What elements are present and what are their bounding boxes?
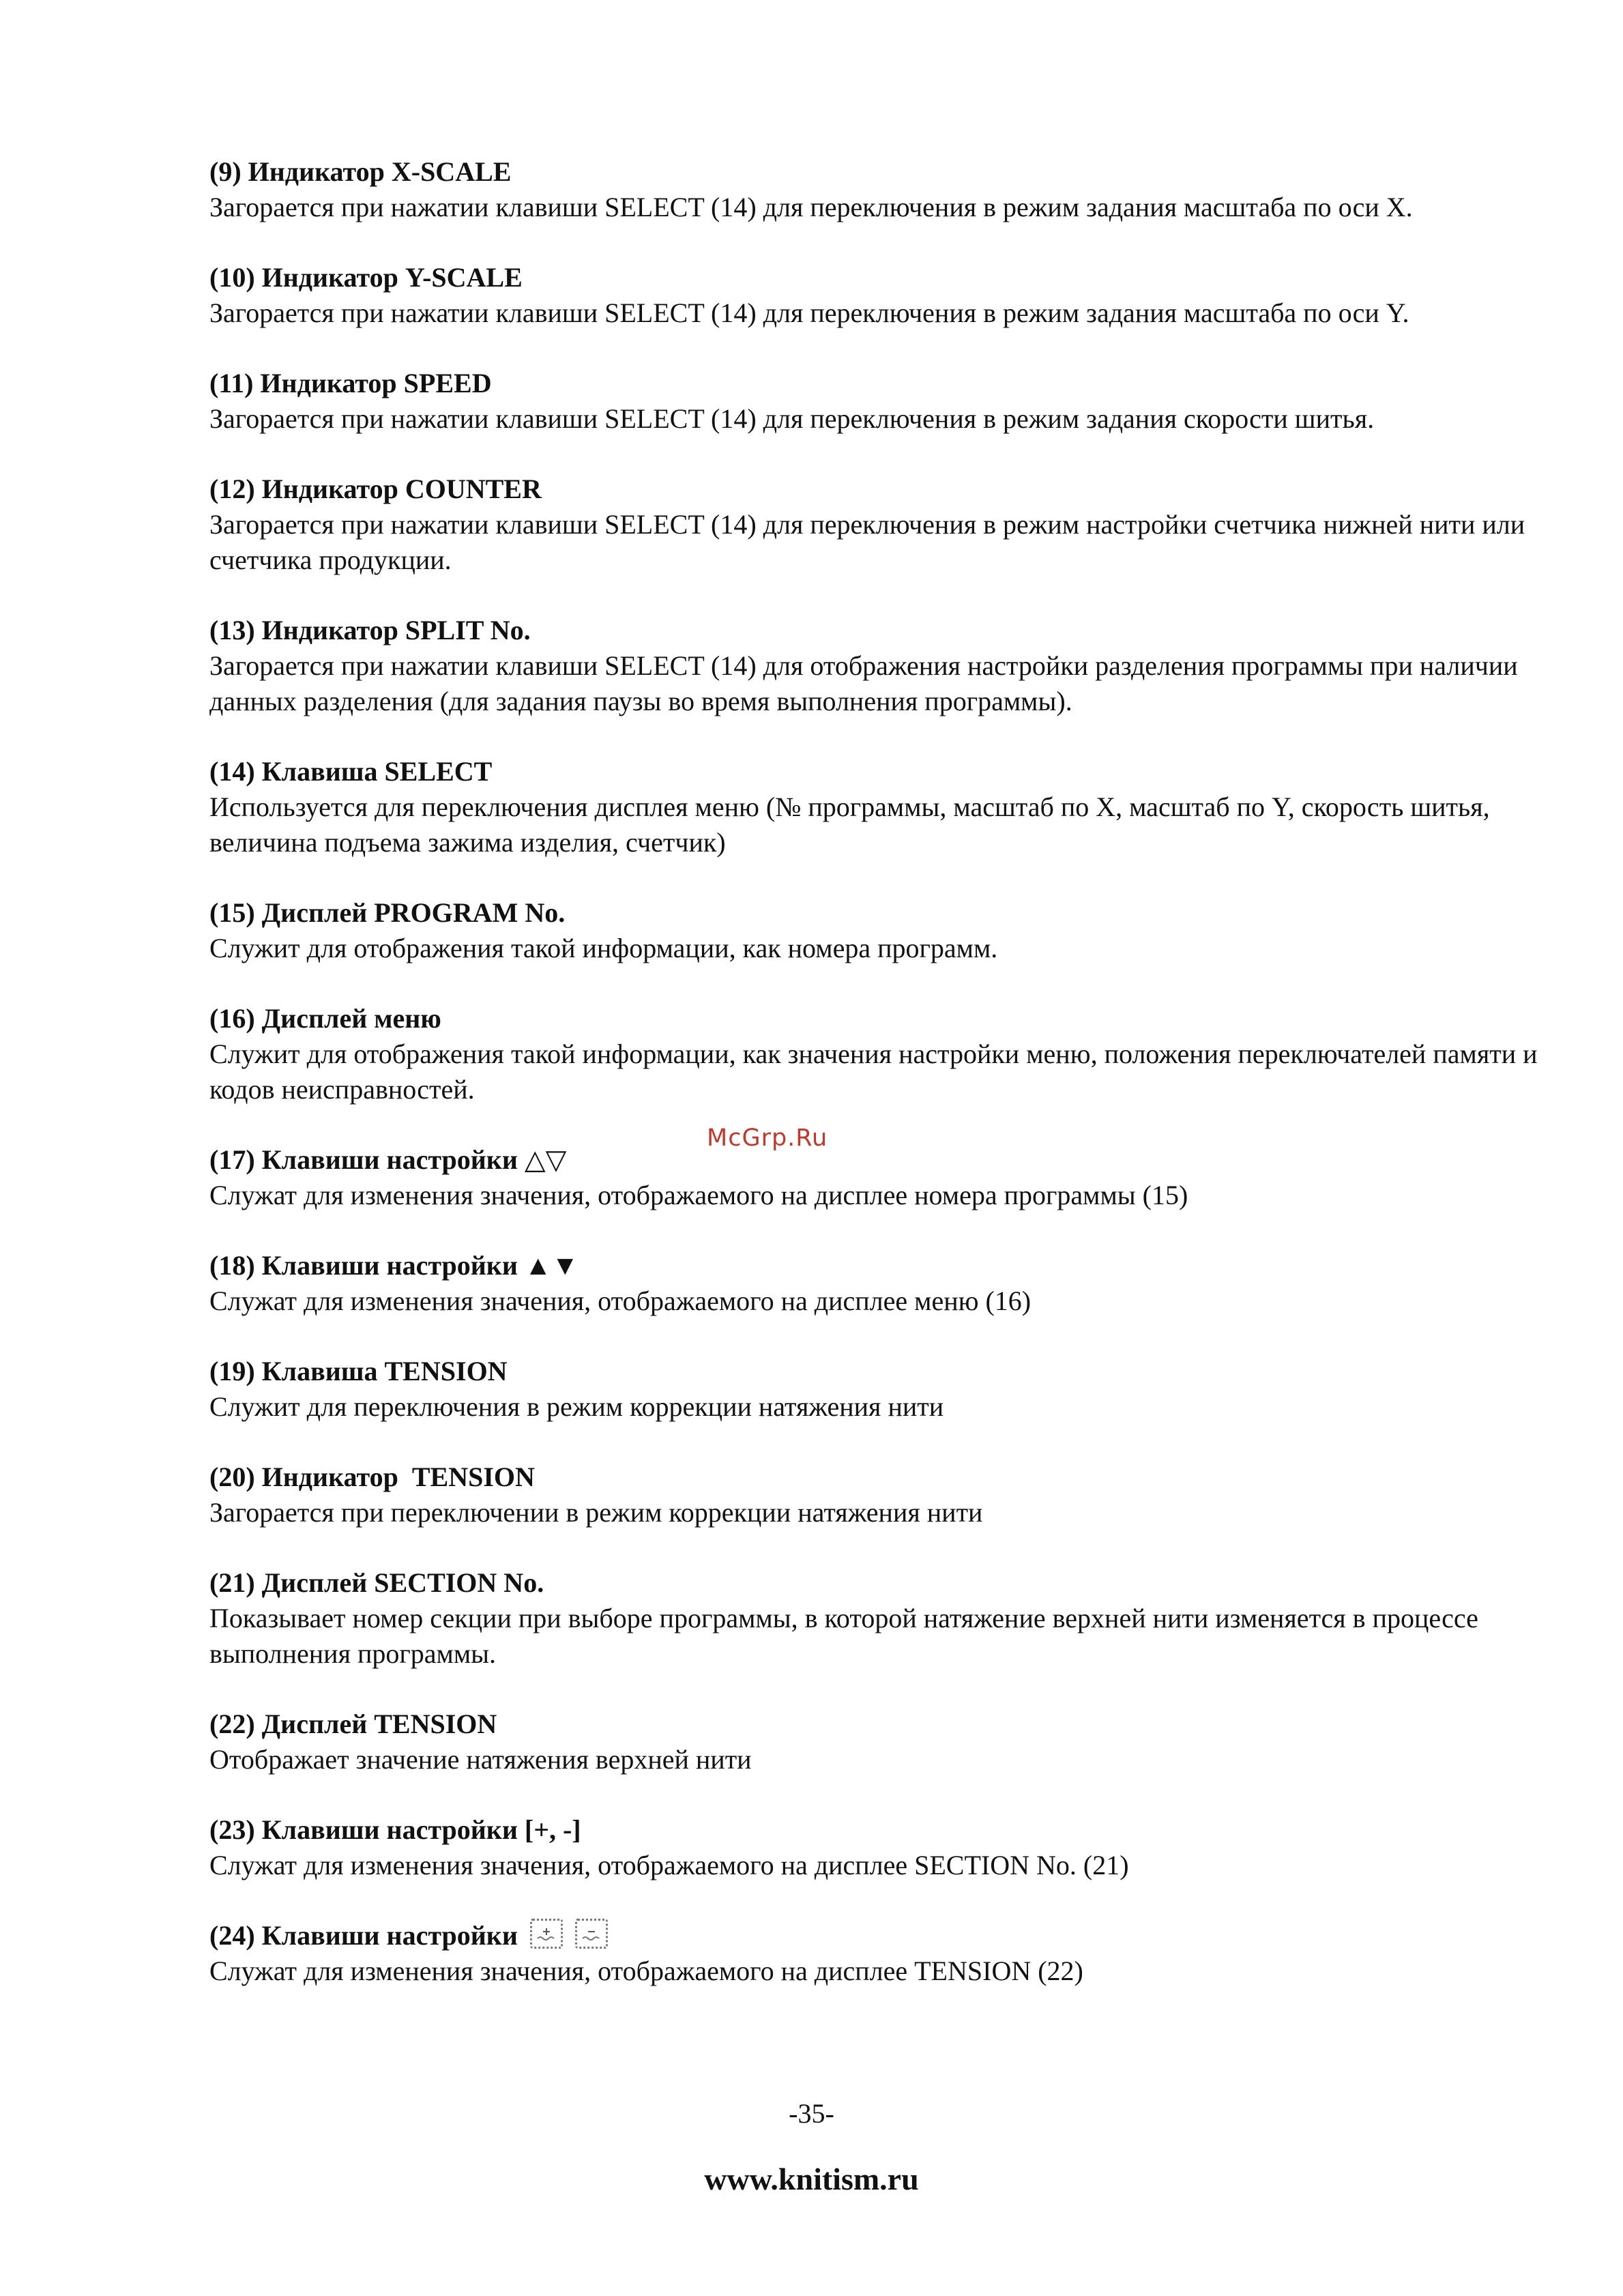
section-22	[209, 1706, 1560, 1777]
section-title: (10) Индикатор Y-SCALE	[209, 262, 523, 293]
section-title: (14) Клавиша SELECT	[209, 756, 493, 787]
section-body: Служат для изменения значения, отображаемого на дисплее SECTION No. (21)	[209, 1850, 1129, 1880]
section-title: (24) Клавиши настройки	[209, 1920, 518, 1951]
section-24	[209, 1918, 1560, 1989]
section-body: Отображает значение натяжения верхней нити	[209, 1744, 752, 1775]
section-body: Служат для изменения значения, отображаемого на дисплее TENSION (22)	[209, 1956, 1083, 1986]
section-body: Загорается при нажатии клавиши SELECT (14) для переключения в режим задания масштаба по оси X.	[209, 192, 1413, 222]
section-18	[209, 1248, 1560, 1319]
section-body: Служит для переключения в режим коррекции натяжения нити	[209, 1391, 944, 1422]
section-10	[209, 260, 1560, 331]
section-title: (23) Клавиши настройки [+, -]	[209, 1814, 581, 1845]
section-20	[209, 1459, 1560, 1530]
section-13	[209, 613, 1560, 719]
section-9	[209, 154, 1560, 225]
section-23	[209, 1812, 1560, 1883]
section-body: Служит для отображения такой информации, как значения настройки меню, положения переключателей памяти и кодов неисправностей.	[209, 1038, 1538, 1105]
section-body: Используется для переключения дисплея меню (№ программы, масштаб по X, масштаб по Y, скорость шитья, величина подъема зажима изделия, счетчик)	[209, 791, 1490, 858]
section-17	[209, 1142, 1560, 1213]
section-12	[209, 471, 1560, 578]
section-19	[209, 1354, 1560, 1425]
section-title: (11) Индикатор SPEED	[209, 368, 492, 398]
section-title: (18) Клавиши настройки ▲▼	[209, 1250, 579, 1281]
section-11	[209, 366, 1560, 437]
section-16	[209, 1001, 1560, 1107]
page-number: -35-	[789, 2098, 834, 2129]
section-body: Служат для изменения значения, отображаемого на дисплее меню (16)	[209, 1285, 1032, 1316]
minus-wave-icon	[581, 1926, 602, 1941]
section-title: (16) Дисплей меню	[209, 1003, 441, 1034]
page-content	[209, 154, 1560, 2024]
section-title: (9) Индикатор X-SCALE	[209, 156, 512, 187]
section-body: Показывает номер секции при выборе программы, в которой натяжение верхней нити изменяется в процессе выполнения программы.	[209, 1603, 1478, 1669]
section-body: Загорается при нажатии клавиши SELECT (14) для переключения в режим настройки счетчика нижней нити или счетчика продукции.	[209, 509, 1525, 575]
section-title: (15) Дисплей PROGRAM No.	[209, 897, 566, 928]
section-body: Служат для изменения значения, отображаемого на дисплее номера программы (15)	[209, 1180, 1188, 1210]
section-body: Служит для отображения такой информации, как номера программ.	[209, 933, 998, 963]
section-body: Загорается при нажатии клавиши SELECT (14) для переключения в режим задания масштаба по оси Y.	[209, 297, 1409, 328]
section-body: Загорается при нажатии клавиши SELECT (14) для переключения в режим задания скорости шитья.	[209, 403, 1375, 434]
tension-minus-key-icon	[575, 1919, 608, 1949]
section-body: Загорается при нажатии клавиши SELECT (14) для отображения настройки разделения программы при наличии данных разделения (для задания паузы во время выполнения программы).	[209, 650, 1518, 716]
section-21	[209, 1565, 1560, 1672]
section-body: Загорается при переключении в режим коррекции натяжения нити	[209, 1497, 983, 1528]
section-15	[209, 895, 1560, 966]
section-14	[209, 754, 1560, 860]
section-title: (13) Индикатор SPLIT No.	[209, 615, 531, 645]
section-title: (22) Дисплей TENSION	[209, 1709, 497, 1739]
section-title: (20) Индикатор TENSION	[209, 1462, 535, 1492]
section-title: (21) Дисплей SECTION No.	[209, 1567, 544, 1598]
section-title: (12) Индикатор COUNTER	[209, 474, 542, 504]
section-title: (17) Клавиши настройки △▽	[209, 1144, 567, 1175]
section-title-with-icons	[209, 1918, 1560, 1953]
tension-plus-key-icon	[530, 1919, 563, 1949]
plus-wave-icon	[536, 1926, 557, 1941]
watermark: McGrp.Ru	[707, 1124, 828, 1152]
section-title: (19) Клавиша TENSION	[209, 1356, 508, 1386]
site-url: www.knitism.ru	[704, 2162, 919, 2196]
